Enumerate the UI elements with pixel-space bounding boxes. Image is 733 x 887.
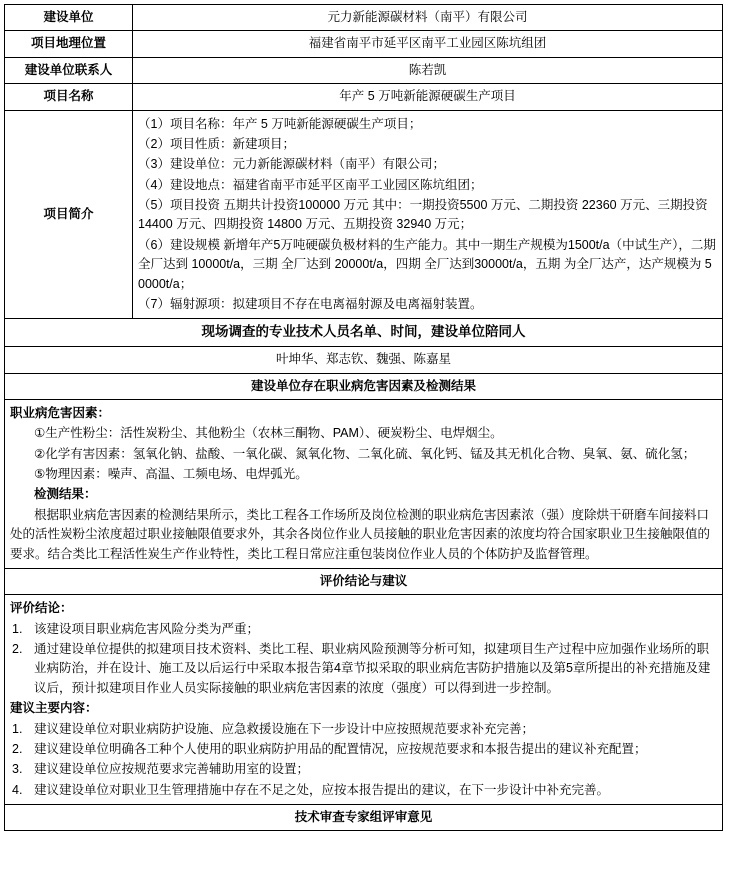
table-row xyxy=(5,805,723,831)
contact-value: 陈若凯 xyxy=(133,57,723,83)
table-row xyxy=(5,57,723,83)
list-text: 建议建设单位对职业病防护设施、应急救援设施在下一步设计中应按照规范要求补充完善； xyxy=(34,721,535,736)
intro-line: （7）辐射源项：拟建项目不存在电离福射源及电离福射装置。 xyxy=(138,296,483,311)
list-item xyxy=(10,620,717,639)
location-value: 福建省南平市延平区南平工业园区陈坑组团 xyxy=(133,31,723,57)
project-intro-value xyxy=(133,110,723,319)
hazard-result-text: 根据职业病危害因素的检测结果所示，类比工程各工作场所及岗位检测的职业病危害因素浓（强）度除烘干研磨车间接料口处的活性炭粉尘浓度超过职业接触限值要求外，其余各岗位作业人员接触的职业危害因素的浓度均符合国家职业卫生接触限值的要求。结合类比工程活性炭生产作业特性，类比工程日常应注重包装岗位作业人员的个体防护及监督管理。 xyxy=(10,507,711,561)
construction-unit-value: 元力新能源碳材料（南平）有限公司 xyxy=(133,5,723,31)
contact-label: 建设单位联系人 xyxy=(5,57,133,83)
suggestion-heading: 建议主要内容： xyxy=(10,701,98,716)
intro-line: （1）项目名称：年产 5 万吨新能源硬碳生产项目； xyxy=(138,116,422,131)
list-item xyxy=(10,781,717,800)
intro-line: （5）项目投资 五期共计投资100000 万元 其中：一期投资5500 万元、二期投资 22360 万元、三期投资 14400 万元、四期投资 14800 万元、五期投资 32940 万元； xyxy=(138,198,708,232)
table-row xyxy=(5,31,723,57)
table-row xyxy=(5,347,723,373)
list-text: 建议建设单位对职业卫生管理措施中存在不足之处，应按本报告提出的建议，在下一步设计中补充完善。 xyxy=(34,782,610,797)
list-text: 建议建设单位明确各工种个人使用的职业病防护用品的配置情况，应按规范要求和本报告提出的建议补充配置； xyxy=(34,741,647,756)
list-text: 通过建设单位提供的拟建项目技术资料、类比工程、职业病风险预测等分析可知，拟建项目生产过程中应加强作业场所的职业病防治，并在设计、施工及以后运行中采取本报告第4章节拟采取的职业病危害防护措施以及第5章所提出的补充措施及建议后，预计拟建项目作业人员实际接触的职业病危害因素的浓度（强度）可以得到进一步控制。 xyxy=(34,642,711,695)
conclusion-heading: 评价结论： xyxy=(10,601,73,616)
hazard-content xyxy=(5,399,723,568)
list-item xyxy=(10,640,717,698)
survey-names: 叶坤华、郑志钦、魏强、陈嘉星 xyxy=(5,347,723,373)
table-row xyxy=(5,568,723,594)
project-info-table xyxy=(4,4,723,831)
table-row xyxy=(5,84,723,110)
list-item xyxy=(10,760,717,779)
conclusion-content xyxy=(5,595,723,805)
project-name-value: 年产 5 万吨新能源硬碳生产项目 xyxy=(133,84,723,110)
list-number: 4. xyxy=(12,782,23,797)
table-row xyxy=(5,373,723,399)
conclusion-list xyxy=(10,620,717,699)
table-row xyxy=(5,5,723,31)
list-text: 建议建设单位应按规范要求完善辅助用室的设置； xyxy=(34,762,310,777)
list-number: 2. xyxy=(12,741,23,756)
hazard-result-heading: 检测结果： xyxy=(34,487,97,502)
intro-line: （6）建设规模 新增年产5万吨硬碳负极材料的生产能力。其中一期生产规模为1500t/a（中试生产），二期 全厂达到 10000t/a，三期 全厂达到 20000t/a，四期 全厂达到30000t/a，五期 为全厂达产，达产规模为 50000t/a； xyxy=(138,237,716,291)
project-name-label: 项目名称 xyxy=(5,84,133,110)
list-number: 1. xyxy=(12,621,23,636)
list-item xyxy=(10,740,717,759)
list-text: 该建设项目职业病危害风险分类为严重； xyxy=(34,621,260,636)
hazard-factor-item: ②化学有害因素：氢氧化钠、盐酸、一氧化碳、氮氧化物、二氧化硫、氧化钙、锰及其无机化合物、臭氧、氨、硫化氢； xyxy=(34,446,696,461)
list-number: 1. xyxy=(12,721,23,736)
list-item xyxy=(10,720,717,739)
hazard-factors-heading: 职业病危害因素： xyxy=(10,405,111,420)
hazard-section-title: 建设单位存在职业病危害因素及检测结果 xyxy=(5,373,723,399)
list-number: 3. xyxy=(12,762,23,777)
list-number: 2. xyxy=(12,642,23,657)
project-intro-label: 项目简介 xyxy=(5,110,133,319)
construction-unit-label: 建设单位 xyxy=(5,5,133,31)
expert-section-title: 技术审查专家组评审意见 xyxy=(5,805,723,831)
suggestion-list xyxy=(10,720,717,801)
table-row xyxy=(5,399,723,568)
location-label: 项目地理位置 xyxy=(5,31,133,57)
hazard-factor-item: ①生产性粉尘：活性炭粉尘、其他粉尘（农林三酮物、PAM）、硬炭粉尘、电焊烟尘。 xyxy=(34,426,503,441)
conclusion-section-title: 评价结论与建议 xyxy=(5,568,723,594)
table-row xyxy=(5,319,723,347)
table-row xyxy=(5,595,723,805)
intro-line: （2）项目性质：新建项目； xyxy=(138,136,295,151)
hazard-factor-item: ⑤物理因素：噪声、高温、工频电场、电焊弧光。 xyxy=(34,467,308,482)
survey-section-title: 现场调查的专业技术人员名单、时间，建设单位陪同人 xyxy=(5,319,723,347)
intro-line: （3）建设单位：元力新能源碳材料（南平）有限公司； xyxy=(138,157,445,172)
intro-line: （4）建设地点：福建省南平市延平区南平工业园区陈坑组团； xyxy=(138,177,483,192)
table-row xyxy=(5,110,723,319)
